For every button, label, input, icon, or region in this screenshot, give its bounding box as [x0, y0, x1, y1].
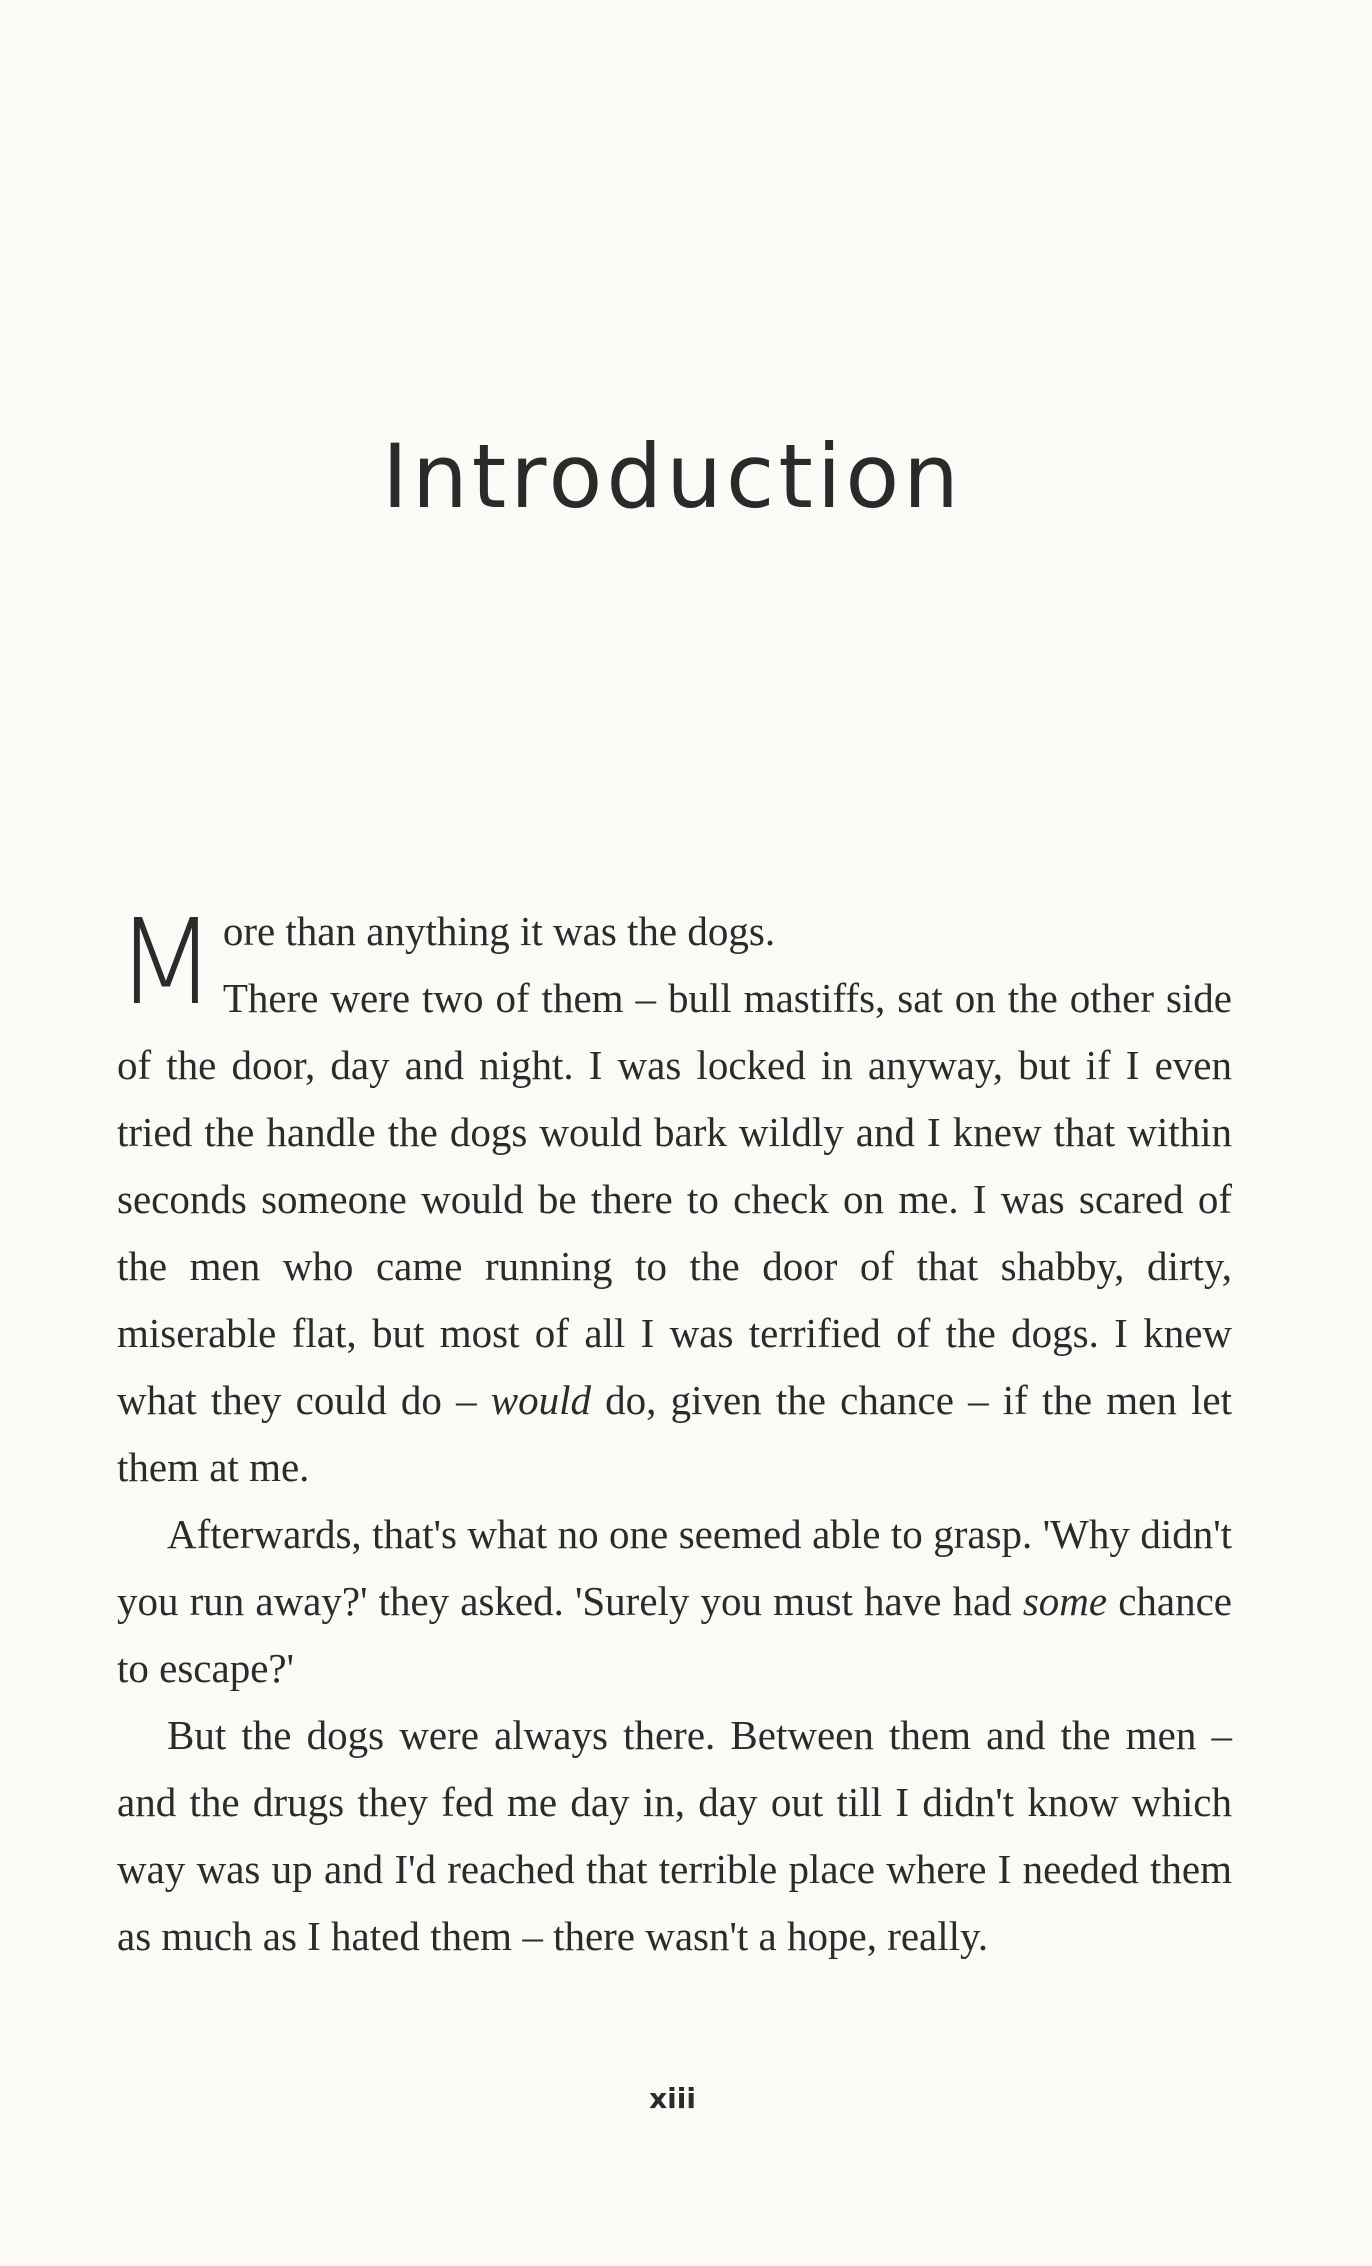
paragraph-1-body: There were two of them – bull mastiffs, sat on the other side of the door, day and night. I was locked in anyway, but if I even tried the handle the dogs would bark wildly and I knew that within seconds someone would be there to check on me. I was scared of the men who came running to the door of that shabby, dirty, miserable flat, but most of all I was terrified of the dogs. I knew what they could do – [117, 975, 1232, 1423]
paragraph-2 [117, 1501, 1232, 1702]
emphasis-some: some [1022, 1578, 1108, 1624]
chapter-title: Introduction [382, 425, 963, 528]
emphasis-would: would [490, 1377, 591, 1423]
paragraph-1 [115, 893, 1232, 1501]
paragraph-1-end: do, given the chance – if the men let them at me. [117, 1377, 1232, 1490]
paragraph-1-lead: ore than anything it was the dogs. [222, 908, 776, 954]
drop-cap: M [115, 893, 217, 1031]
body-text [115, 893, 1232, 1970]
paragraph-2-start: Afterwards, that's what no one seemed able to grasp. 'Why didn't you run away?' they asked. 'Surely you must have had [117, 1511, 1232, 1624]
page-number: xiii [649, 2082, 696, 2115]
paragraph-2-end: chance to escape?' [117, 1578, 1232, 1691]
paragraph-3: But the dogs were always there. Between them and the men – and the drugs they fed me day in, day out till I didn't know which way was up and I'd reached that terrible place where I needed them as much as I hated them – there wasn't a hope, really. [117, 1712, 1232, 1959]
